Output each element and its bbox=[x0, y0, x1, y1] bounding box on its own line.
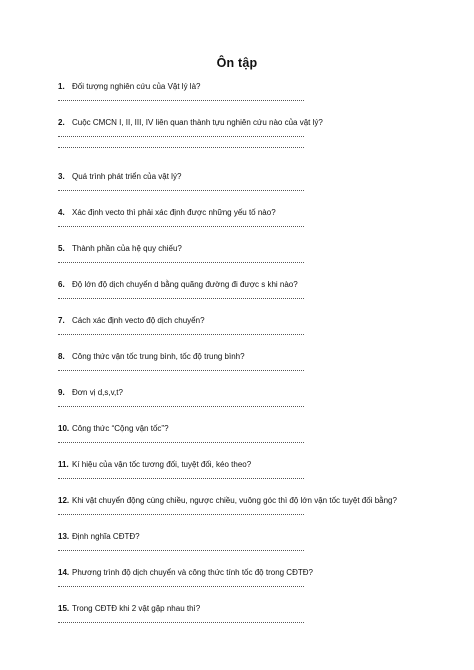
question-text: Đối tượng nghiên cứu của Vật lý là? bbox=[72, 82, 201, 91]
question-text: Cách xác định vecto độ dịch chuyển? bbox=[72, 316, 205, 325]
answer-line bbox=[58, 226, 304, 227]
question-number: 2. bbox=[58, 118, 65, 127]
question-number: 13. bbox=[58, 532, 70, 541]
question-item-12 bbox=[58, 496, 428, 515]
question-number: 10. bbox=[58, 424, 70, 433]
question-item-8 bbox=[58, 352, 428, 371]
question-number: 9. bbox=[58, 388, 65, 397]
question-number: 3. bbox=[58, 172, 65, 181]
question-number: 7. bbox=[58, 316, 65, 325]
answer-line bbox=[58, 147, 304, 148]
question-item-11 bbox=[58, 460, 428, 479]
answer-line bbox=[58, 334, 304, 335]
page-title: Ôn tập bbox=[216, 56, 258, 70]
answer-line bbox=[58, 100, 304, 101]
question-number: 11. bbox=[58, 460, 69, 469]
answer-line bbox=[58, 406, 304, 407]
question-item-5 bbox=[58, 244, 428, 263]
answer-line bbox=[58, 550, 304, 551]
question-number: 4. bbox=[58, 208, 65, 217]
question-text: Công thức “Cộng vận tốc”? bbox=[72, 424, 169, 433]
answer-line bbox=[58, 370, 304, 371]
question-text: Công thức vận tốc trung bình, tốc độ trung bình? bbox=[72, 352, 245, 361]
question-text: Phương trình độ dịch chuyển và công thức tính tốc độ trong CĐTĐ? bbox=[72, 568, 313, 577]
question-number: 5. bbox=[58, 244, 65, 253]
answer-line bbox=[58, 262, 304, 263]
question-item-2 bbox=[58, 118, 428, 148]
question-item-14 bbox=[58, 568, 428, 587]
question-item-1 bbox=[58, 82, 428, 101]
answer-line bbox=[58, 298, 304, 299]
question-item-6 bbox=[58, 280, 428, 299]
answer-line bbox=[58, 586, 304, 587]
question-text: Độ lớn độ dịch chuyển d bằng quãng đường đi được s khi nào? bbox=[72, 280, 298, 289]
answer-line bbox=[58, 136, 304, 137]
question-text: Kí hiệu của vận tốc tương đối, tuyệt đối, kéo theo? bbox=[72, 460, 252, 469]
answer-line bbox=[58, 190, 304, 191]
answer-line bbox=[58, 442, 304, 443]
answer-line bbox=[58, 514, 304, 515]
question-item-10 bbox=[58, 424, 428, 443]
question-item-9 bbox=[58, 388, 428, 407]
question-item-4 bbox=[58, 208, 428, 227]
question-item-15 bbox=[58, 604, 428, 623]
question-text: Quá trình phát triển của vật lý? bbox=[72, 172, 182, 181]
question-item-13 bbox=[58, 532, 428, 551]
question-number: 12. bbox=[58, 496, 70, 505]
question-text: Trong CĐTĐ khi 2 vật gặp nhau thì? bbox=[72, 604, 201, 613]
question-text: Đơn vị d,s,v,t? bbox=[72, 388, 123, 397]
question-number: 15. bbox=[58, 604, 70, 613]
question-text: Cuộc CMCN I, II, III, IV liên quan thành tựu nghiên cứu nào của vật lý? bbox=[72, 118, 323, 127]
answer-line bbox=[58, 478, 304, 479]
answer-line bbox=[58, 622, 304, 623]
question-number: 1. bbox=[58, 82, 65, 91]
question-text: Định nghĩa CĐTĐ? bbox=[72, 532, 140, 541]
question-number: 14. bbox=[58, 568, 70, 577]
question-item-7 bbox=[58, 316, 428, 335]
question-item-3 bbox=[58, 172, 428, 191]
question-text: Khi vật chuyển động cùng chiều, ngược chiều, vuông góc thì độ lớn vận tốc tuyệt đối bằng? bbox=[72, 496, 397, 505]
question-text: Xác định vecto thì phải xác định được những yếu tố nào? bbox=[72, 208, 276, 217]
question-number: 8. bbox=[58, 352, 65, 361]
question-number: 6. bbox=[58, 280, 65, 289]
question-text: Thành phần của hệ quy chiếu? bbox=[72, 244, 182, 253]
